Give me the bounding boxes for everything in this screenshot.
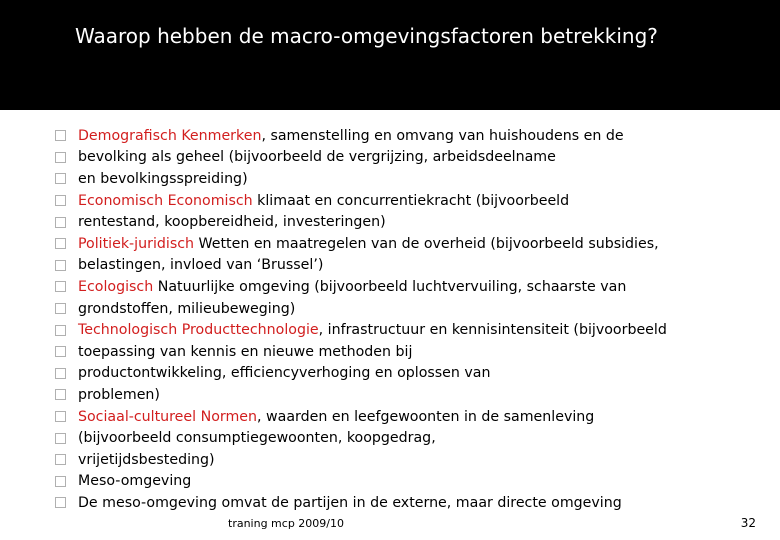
body-text: , infrastructuur en kennisintensiteit (bijvoorbeeld — [318, 322, 667, 339]
bullet-text — [78, 126, 624, 146]
bullet-text — [78, 320, 667, 340]
bullet-text — [78, 212, 386, 232]
body-text: productontwikkeling, efficiencyverhoging en oplossen van — [78, 365, 491, 382]
checkbox-square-icon — [55, 281, 66, 292]
checkbox-square-icon — [55, 368, 66, 379]
highlight-term: Politiek-juridisch — [78, 235, 195, 252]
highlight-term: Technologisch Producttechnologie — [78, 322, 319, 339]
checkbox-square-icon — [55, 433, 66, 444]
bullet-line — [55, 384, 775, 406]
page-number: 32 — [740, 516, 756, 530]
checkbox-square-icon — [55, 152, 66, 163]
body-text: rentestand, koopbereidheid, investeringen) — [78, 214, 386, 231]
bullet-line — [55, 147, 775, 169]
bullet-text — [78, 147, 556, 167]
highlight-term: Demografisch Kenmerken — [78, 127, 262, 144]
checkbox-square-icon — [55, 238, 66, 249]
bullet-text — [78, 493, 622, 513]
bullet-text — [78, 342, 412, 362]
bullet-line — [55, 449, 775, 471]
title-bar — [0, 0, 780, 110]
footer-text: traning mcp 2009/10 — [228, 517, 344, 530]
bullet-text — [78, 385, 160, 405]
body-text: (bijvoorbeeld consumptiegewoonten, koopgedrag, — [78, 430, 436, 447]
body-text: belastingen, invloed van ‘Brussel’) — [78, 257, 324, 274]
checkbox-square-icon — [55, 454, 66, 465]
body-text: Meso-omgeving — [78, 473, 192, 490]
bullet-text — [78, 450, 215, 470]
bullet-line — [55, 255, 775, 277]
checkbox-square-icon — [55, 130, 66, 141]
bullet-line — [55, 233, 775, 255]
bullet-text — [78, 428, 436, 448]
body-text: en bevolkingsspreiding) — [78, 170, 248, 187]
body-text: De meso-omgeving omvat de partijen in de externe, maar directe omgeving — [78, 494, 622, 511]
bullet-line — [55, 319, 775, 341]
body-text: problemen) — [78, 386, 160, 403]
bullet-text — [78, 169, 248, 189]
checkbox-square-icon — [55, 195, 66, 206]
bullet-line — [55, 276, 775, 298]
bullet-list — [55, 125, 775, 514]
bullet-text — [78, 277, 626, 297]
body-text: Wetten en maatregelen van de overheid (bijvoorbeeld subsidies, — [194, 235, 659, 252]
bullet-line — [55, 363, 775, 385]
body-text: klimaat en concurrentiekracht (bijvoorbeeld — [252, 192, 570, 209]
bullet-text — [78, 255, 323, 275]
bullet-line — [55, 168, 775, 190]
body-text: vrijetijdsbesteding) — [78, 451, 215, 468]
checkbox-square-icon — [55, 260, 66, 271]
bullet-text — [78, 471, 191, 491]
checkbox-square-icon — [55, 497, 66, 508]
body-text: , samenstelling en omvang van huishoudens en de — [261, 127, 624, 144]
highlight-term: Sociaal-cultureel Normen — [78, 408, 258, 425]
body-text: Natuurlijke omgeving (bijvoorbeeld luchtvervuiling, schaarste van — [153, 278, 627, 295]
bullet-text — [78, 407, 594, 427]
highlight-term: Ecologisch — [78, 278, 154, 295]
checkbox-square-icon — [55, 389, 66, 400]
bullet-line — [55, 492, 775, 514]
checkbox-square-icon — [55, 303, 66, 314]
bullet-line — [55, 471, 775, 493]
bullet-line — [55, 298, 775, 320]
bullet-text — [78, 191, 569, 211]
checkbox-square-icon — [55, 217, 66, 228]
bullet-line — [55, 341, 775, 363]
body-text: , waarden en leefgewoonten in de samenleving — [257, 408, 595, 425]
bullet-line — [55, 427, 775, 449]
body-text: bevolking als geheel (bijvoorbeeld de vergrijzing, arbeidsdeelname — [78, 149, 556, 166]
bullet-line — [55, 190, 775, 212]
checkbox-square-icon — [55, 173, 66, 184]
bullet-text — [78, 363, 490, 383]
bullet-line — [55, 211, 775, 233]
bullet-line — [55, 406, 775, 428]
bullet-text — [78, 234, 659, 254]
checkbox-square-icon — [55, 476, 66, 487]
slide-title: Waarop hebben de macro-omgevingsfactoren betrekking? — [75, 24, 658, 48]
checkbox-square-icon — [55, 411, 66, 422]
body-text: toepassing van kennis en nieuwe methoden bij — [78, 343, 413, 360]
bullet-line — [55, 125, 775, 147]
bullet-text — [78, 299, 295, 319]
checkbox-square-icon — [55, 325, 66, 336]
highlight-term: Economisch Economisch — [78, 192, 253, 209]
checkbox-square-icon — [55, 346, 66, 357]
body-text: grondstoffen, milieubeweging) — [78, 300, 296, 317]
